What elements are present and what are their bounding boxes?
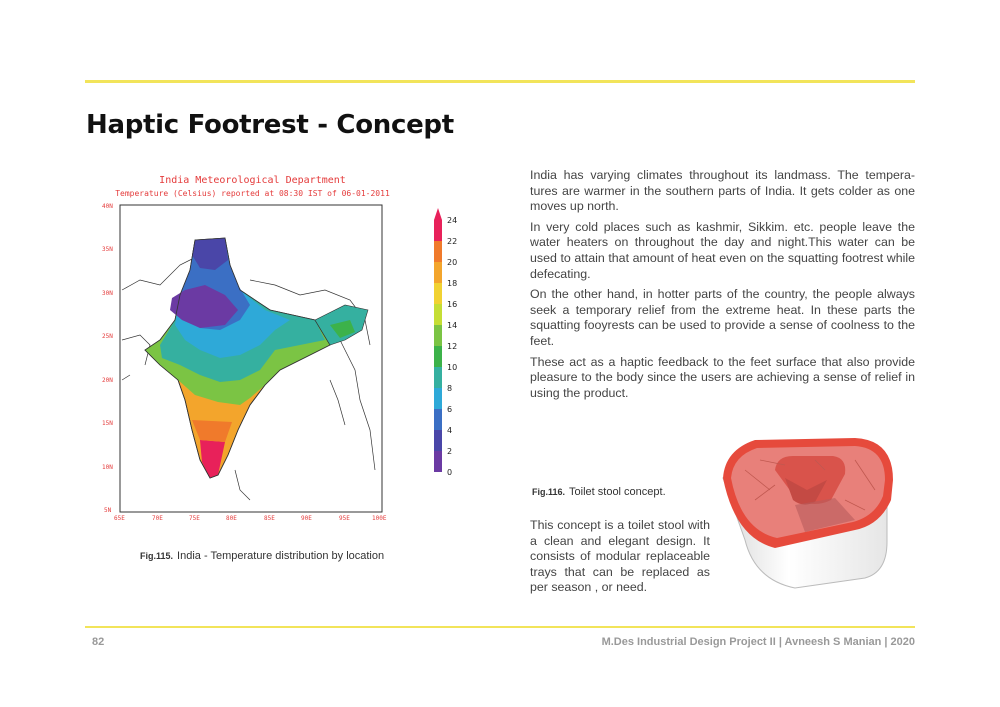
page-title: Haptic Footrest - Concept (86, 110, 454, 140)
paragraph-1: India has varying climates throughout its landmass. The tempera-tures are warmer in the southern parts of India. It gets colder as one moves up north. (530, 168, 915, 214)
colorbar-swatch (434, 241, 442, 262)
colorbar-swatch (434, 283, 442, 304)
colorbar-swatch (434, 346, 442, 367)
colorbar-label: 0 (447, 468, 453, 477)
lon-tick: 85E (264, 515, 275, 522)
colorbar-label: 4 (447, 426, 453, 435)
lat-tick: 10N (102, 464, 113, 471)
colorbar-swatch (434, 304, 442, 325)
colorbar-swatch (434, 220, 442, 241)
colorbar-swatch (434, 367, 442, 388)
lat-tick: 15N (102, 420, 113, 427)
page-number: 82 (92, 636, 105, 648)
colorbar-swatch (434, 409, 442, 430)
colorbar-swatch (434, 325, 442, 346)
colorbar-label: 16 (447, 300, 458, 309)
colorbar-label: 14 (447, 321, 458, 330)
bottom-rule (85, 626, 915, 628)
lon-tick: 90E (301, 515, 312, 522)
colorbar-label: 6 (447, 405, 453, 414)
colorbar-label: 2 (447, 447, 453, 456)
lon-tick: 95E (339, 515, 350, 522)
colorbar-swatch (434, 262, 442, 283)
colorbar-label: 24 (447, 216, 458, 225)
toilet-stool-image (715, 430, 905, 595)
figure-115-caption (140, 550, 384, 562)
colorbar-swatch (434, 451, 442, 472)
figure-115-text: India - Temperature distribution by location (177, 550, 385, 562)
lat-tick: 5N (104, 507, 112, 514)
colorbar-label: 18 (447, 279, 458, 288)
lon-tick: 80E (226, 515, 237, 522)
lat-tick: 35N (102, 246, 113, 253)
paragraph-3: On the other hand, in hotter parts of the country, the people always seek a temporary relief from the extreme heat. In these parts the squatting fooyrests can be used to provide a sense of coolness to the feet. (530, 287, 915, 348)
body-text (530, 168, 915, 406)
colorbar-label: 10 (447, 363, 458, 372)
figure-116-text: Toilet stool concept. (569, 486, 666, 498)
lat-tick: 40N (102, 203, 113, 210)
paragraph-4: These act as a haptic feedback to the feet surface that also provide pleasure to the body since the users are achieving a sense of relief in using the product. (530, 354, 915, 400)
map-canvas (100, 170, 470, 525)
colorbar-swatch (434, 388, 442, 409)
concept-paragraph: This concept is a toilet stool with a clean and elegant design. It consists of modular replaceable trays that can be replaced as per season , or need. (530, 518, 710, 595)
lat-tick: 25N (102, 333, 113, 340)
colorbar-swatch (434, 430, 442, 451)
colorbar-label: 12 (447, 342, 458, 351)
figure-116-number: Fig.116. (532, 487, 566, 497)
temperature-map-figure (100, 170, 470, 525)
colorbar (434, 208, 457, 477)
colorbar-label: 8 (447, 384, 453, 393)
lon-tick: 70E (152, 515, 163, 522)
latitude-ticks (102, 203, 113, 514)
colorbar-label: 20 (447, 258, 458, 267)
map-title: India Meteorological Department (159, 175, 346, 186)
figure-115-number: Fig.115. (140, 551, 174, 561)
lat-tick: 30N (102, 290, 113, 297)
lat-tick: 20N (102, 377, 113, 384)
top-rule (85, 80, 915, 83)
colorbar-label: 22 (447, 237, 458, 246)
paragraph-2: In very cold places such as kashmir, Sikkim. etc. people leave the water heaters on throughout the day and night.This water can be used to attain that amount of heat even on the squatting footrest while defecating. (530, 219, 915, 281)
longitude-ticks (114, 515, 387, 522)
map-subtitle: Temperature (Celsius) reported at 08:30 IST of 06-01-2011 (115, 189, 390, 198)
footer-credit: M.Des Industrial Design Project II | Avneesh S Manian | 2020 (601, 636, 915, 648)
colorbar-tip (434, 208, 442, 220)
lon-tick: 100E (372, 515, 387, 522)
lon-tick: 75E (189, 515, 200, 522)
figure-116-caption (532, 486, 666, 498)
lon-tick: 65E (114, 515, 125, 522)
